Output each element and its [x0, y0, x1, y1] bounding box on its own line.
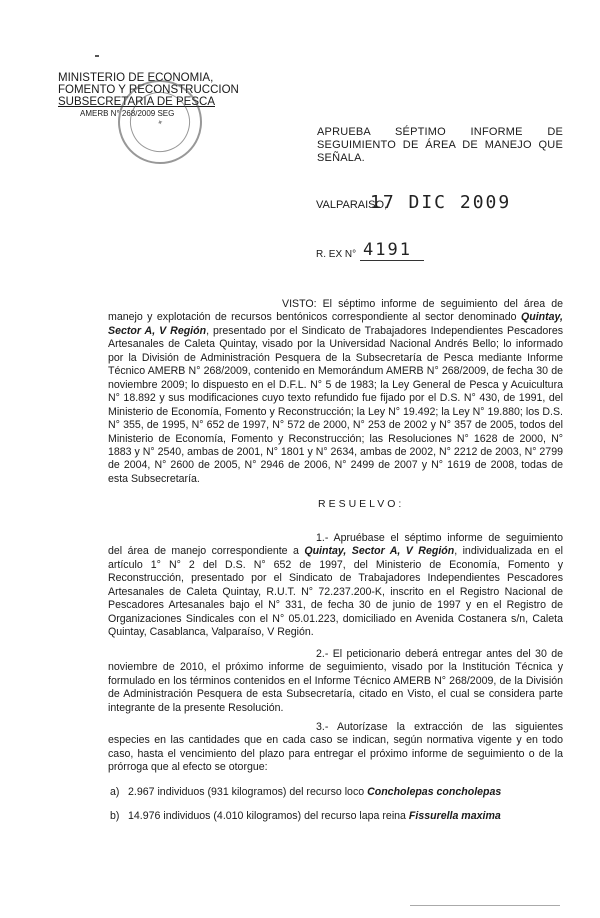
- subject-line3: SEÑALA.: [317, 152, 365, 164]
- place-label: VALPARAISO,: [316, 199, 388, 211]
- reference-code: AMERB N° 268/2009 SEG: [80, 109, 175, 118]
- subject-line2: SEGUIMIENTO DE ÁREA DE MANEJO QUE: [317, 139, 563, 151]
- resolution-number-label: R. EX N°: [316, 249, 357, 260]
- visto-label: VISTO:: [282, 298, 317, 310]
- species-item-b: [110, 810, 501, 822]
- p1-text-a: 1.- Apruébase el séptimo informe de seguimiento del área de manejo correspondiente a: [108, 532, 563, 558]
- visto-paragraph: [108, 298, 563, 486]
- scan-mark: [95, 55, 99, 57]
- resuelvo-heading: RESUELVO:: [318, 498, 405, 510]
- subject-line1: APRUEBA SÉPTIMO INFORME DE: [317, 126, 563, 138]
- item-a-species: Concholepas concholepas: [367, 786, 502, 798]
- visto-sector: Quintay, Sector A, V Región: [108, 311, 563, 337]
- article-1-paragraph: [108, 532, 563, 640]
- stamp-seal-icon: ✦: [152, 114, 168, 130]
- p1-text-b: , individualizada en el artículo 1° N° 2 del D.S. N° 652 de 1997, del Ministerio de Economía, Fomento y Reconstrucción, presentado por el Sindicato de Trabajadores Independientes Pescadores Artesanales de Caleta Quintay, R.U.T. N° 72.237.200-K, inscrito en el Registro Nacional de Pescadores Artesanales bajo el N° 331, de fecha 30 de junio de 1997 y en el Registro de Organizaciones Sindicales con el N° 05.01.223, domiciliado en Avenida Costanera s/n, Caleta Quintay, Casablanca, Valparaíso, V Región.: [108, 545, 563, 639]
- visto-text-a: El séptimo informe de seguimiento del área de manejo y explotación de recursos bentónicos correspondiente al sector denominado: [108, 298, 563, 324]
- resolution-number-underline: [360, 260, 424, 261]
- p1-sector: Quintay, Sector A, V Región: [304, 545, 455, 558]
- item-a-label: a): [110, 786, 120, 798]
- resolution-subject: [317, 126, 563, 165]
- stamp-inner-ring: [121, 83, 199, 161]
- item-a-text: 2.967 individuos (931 kilogramos) del recurso loco: [128, 786, 368, 798]
- visto-text-b: , presentado por el Sindicato de Trabajadores Independientes Pescadores Artesanales de Caleta Quintay, visado por la Universidad Nacional Andrés Bello; lo informado por la División de Administración Pesquera de la Subsecretaría de Pesca mediante Informe Técnico AMERB N° 268/2009, contenido en Memorándum AMERB N° 268/2009, de fecha 30 de noviembre 2009; lo dispuesto en el D.F.L. N° 5 de 1983; la Ley General de Pesca y Acuicultura N° 18.892 y sus modificaciones cuyo texto refundido fue fijado por el D.S. N° 430, de 1991, del Ministerio de Economía, Fomento y Reconstrucción; la Ley N° 19.492; la Ley N° 19.880; los D.S. N° 355, de 1995, N° 652 de 1997, N° 572 de 2000, N° 253 de 2002 y N° 357 de 2005, todos del Ministerio de Economía, Fomento y Reconstrucción; las Resoluciones N° 1628 de 2000, N° 1883 y N° 2540, ambas de 2001, N° 1801 y N° 2634, ambas de 2002, N° 2212 de 2003, N° 2799 de 2004, N° 2600 de 2005, N° 2946 de 2006, N° 2499 de 2007 y N° 1619 de 2008, todas de esta Subsecretaría.: [108, 324, 564, 485]
- item-b-label: b): [110, 810, 120, 822]
- page-footer-line: [410, 905, 560, 906]
- resolution-number: 4191: [363, 240, 412, 260]
- ministry-name-line2: FOMENTO Y RECONSTRUCCION: [58, 84, 239, 96]
- article-2-paragraph: 2.- El peticionario deberá entregar antes del 30 de noviembre de 2010, el próximo informe de seguimiento, visado por la Institución Técnica y formulado en los términos contenidos en el Informe Técnico AMERB N° 268/2009, de la División de Administración Pesquera de esta Subsecretaría, citado en Visto, el cual se considera parte integrante de la presente Resolución.: [108, 648, 563, 714]
- ministry-name-line1: MINISTERIO DE ECONOMIA,: [58, 72, 214, 84]
- date-stamp: 17 DIC 2009: [370, 192, 512, 213]
- item-b-text: 14.976 individuos (4.010 kilogramos) del recurso lapa reina: [128, 810, 409, 822]
- species-item-a: [110, 786, 501, 798]
- item-b-species: Fissurella maxima: [408, 810, 501, 822]
- subsecretaria-name: SUBSECRETARIA DE PESCA: [58, 96, 215, 108]
- article-3-paragraph: 3.- Autorízase la extracción de las siguientes especies en las cantidades que en cada caso se indican, según normativa vigente y en todo caso, hasta el vencimiento del plazo para entregar el próximo informe de seguimiento o de la prórroga que al efecto se otorgue:: [108, 721, 563, 774]
